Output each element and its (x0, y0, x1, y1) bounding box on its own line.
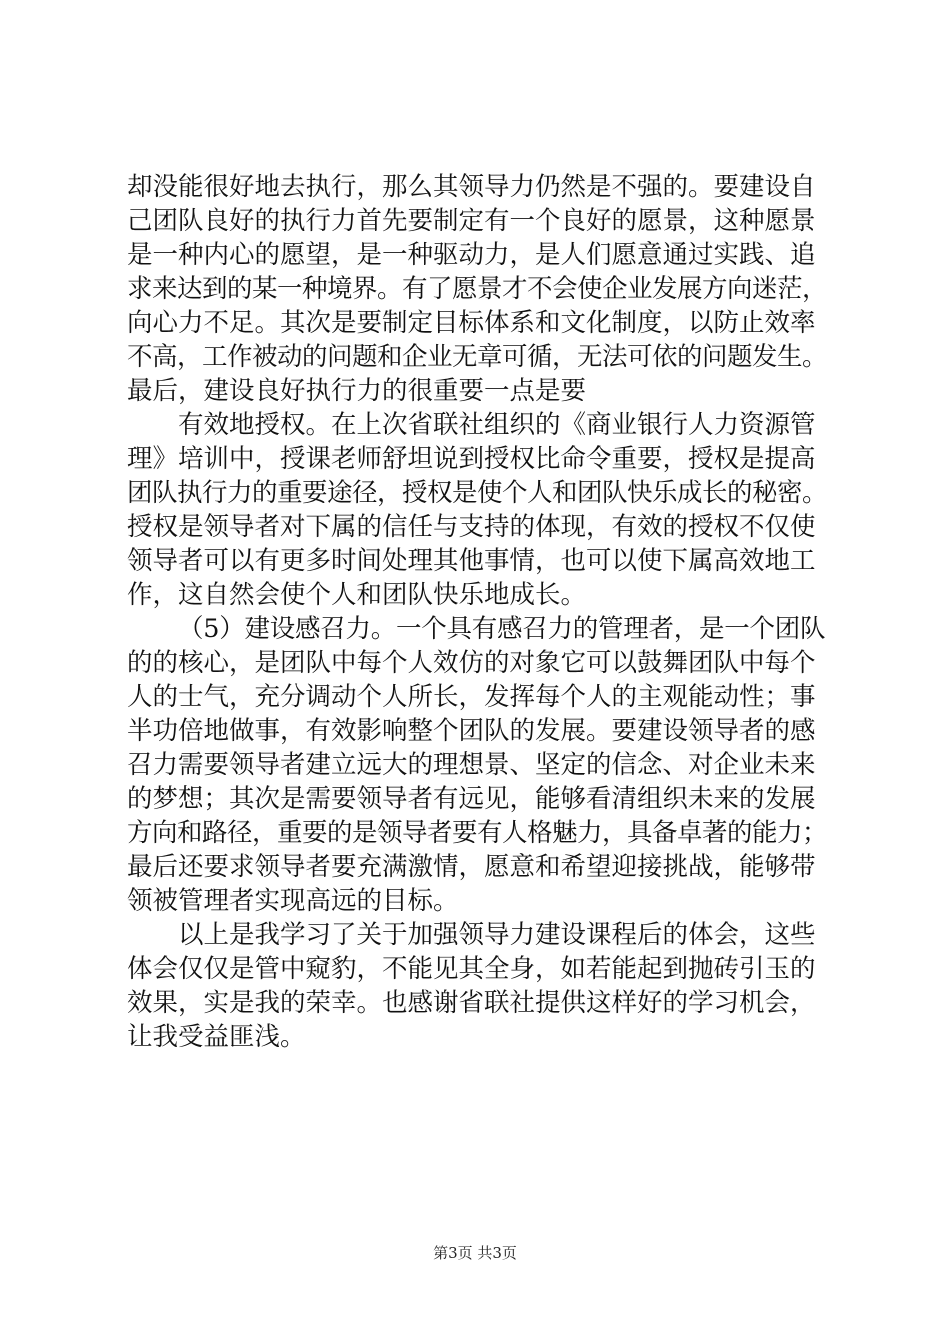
text-line: 却没能很好地去执行，那么其领导力仍然是不强的。要建设自 (127, 172, 816, 202)
text-line: 作，这自然会使个人和团队快乐地成长。 (127, 580, 587, 610)
text-line: 授权是领导者对下属的信任与支持的体现，有效的授权不仅使 (127, 512, 816, 542)
text-line: 理》培训中，授课老师舒坦说到授权比命令重要，授权是提高 (127, 444, 816, 474)
text-line: 团队执行力的重要途径，授权是使个人和团队快乐成长的秘密。 (127, 478, 828, 508)
text-line: 领被管理者实现高远的目标。 (127, 886, 459, 916)
document-body (127, 170, 827, 1054)
page-footer: 第3页 共3页 (433, 1244, 517, 1262)
text-line: 向心力不足。其次是要制定目标体系和文化制度，以防止效率 (127, 308, 816, 338)
text-line: 方向和路径，重要的是领导者要有人格魅力，具备卓著的能力； (127, 818, 828, 848)
text-line: 体会仅仅是管中窥豹，不能见其全身，如若能起到抛砖引玉的 (127, 954, 816, 984)
text-line: 是一种内心的愿望，是一种驱动力，是人们愿意通过实践、追 (127, 240, 816, 270)
text-line: 最后还要求领导者要充满激情，愿意和希望迎接挑战，能够带 (127, 852, 816, 882)
text-line: 以上是我学习了关于加强领导力建设课程后的体会，这些 (178, 920, 816, 950)
text-line: 最后，建设良好执行力的很重要一点是要 (127, 376, 587, 406)
text-line: 半功倍地做事，有效影响整个团队的发展。要建设领导者的感 (127, 716, 816, 746)
text-line: 领导者可以有更多时间处理其他事情，也可以使下属高效地工 (127, 546, 816, 576)
text-line: 效果，实是我的荣幸。也感谢省联社提供这样好的学习机会， (127, 988, 816, 1018)
text-line: 己团队良好的执行力首先要制定有一个良好的愿景，这种愿景 (127, 206, 816, 236)
text-line: 召力需要领导者建立远大的理想景、坚定的信念、对企业未来 (127, 750, 816, 780)
text-line: 有效地授权。在上次省联社组织的《商业银行人力资源管 (178, 410, 816, 440)
text-line: 不高，工作被动的问题和企业无章可循，无法可依的问题发生。 (127, 342, 828, 372)
text-line: 让我受益匪浅。 (127, 1022, 306, 1052)
text-line: 的的核心，是团队中每个人效仿的对象它可以鼓舞团队中每个 (127, 648, 816, 678)
text-line: （5）建设感召力。一个具有感召力的管理者，是一个团队 (178, 614, 826, 644)
text-line: 求来达到的某一种境界。有了愿景才不会使企业发展方向迷茫， (127, 274, 828, 304)
text-line: 的梦想；其次是需要领导者有远见，能够看清组织未来的发展 (127, 784, 816, 814)
text-line: 人的士气，充分调动个人所长，发挥每个人的主观能动性；事 (127, 682, 816, 712)
